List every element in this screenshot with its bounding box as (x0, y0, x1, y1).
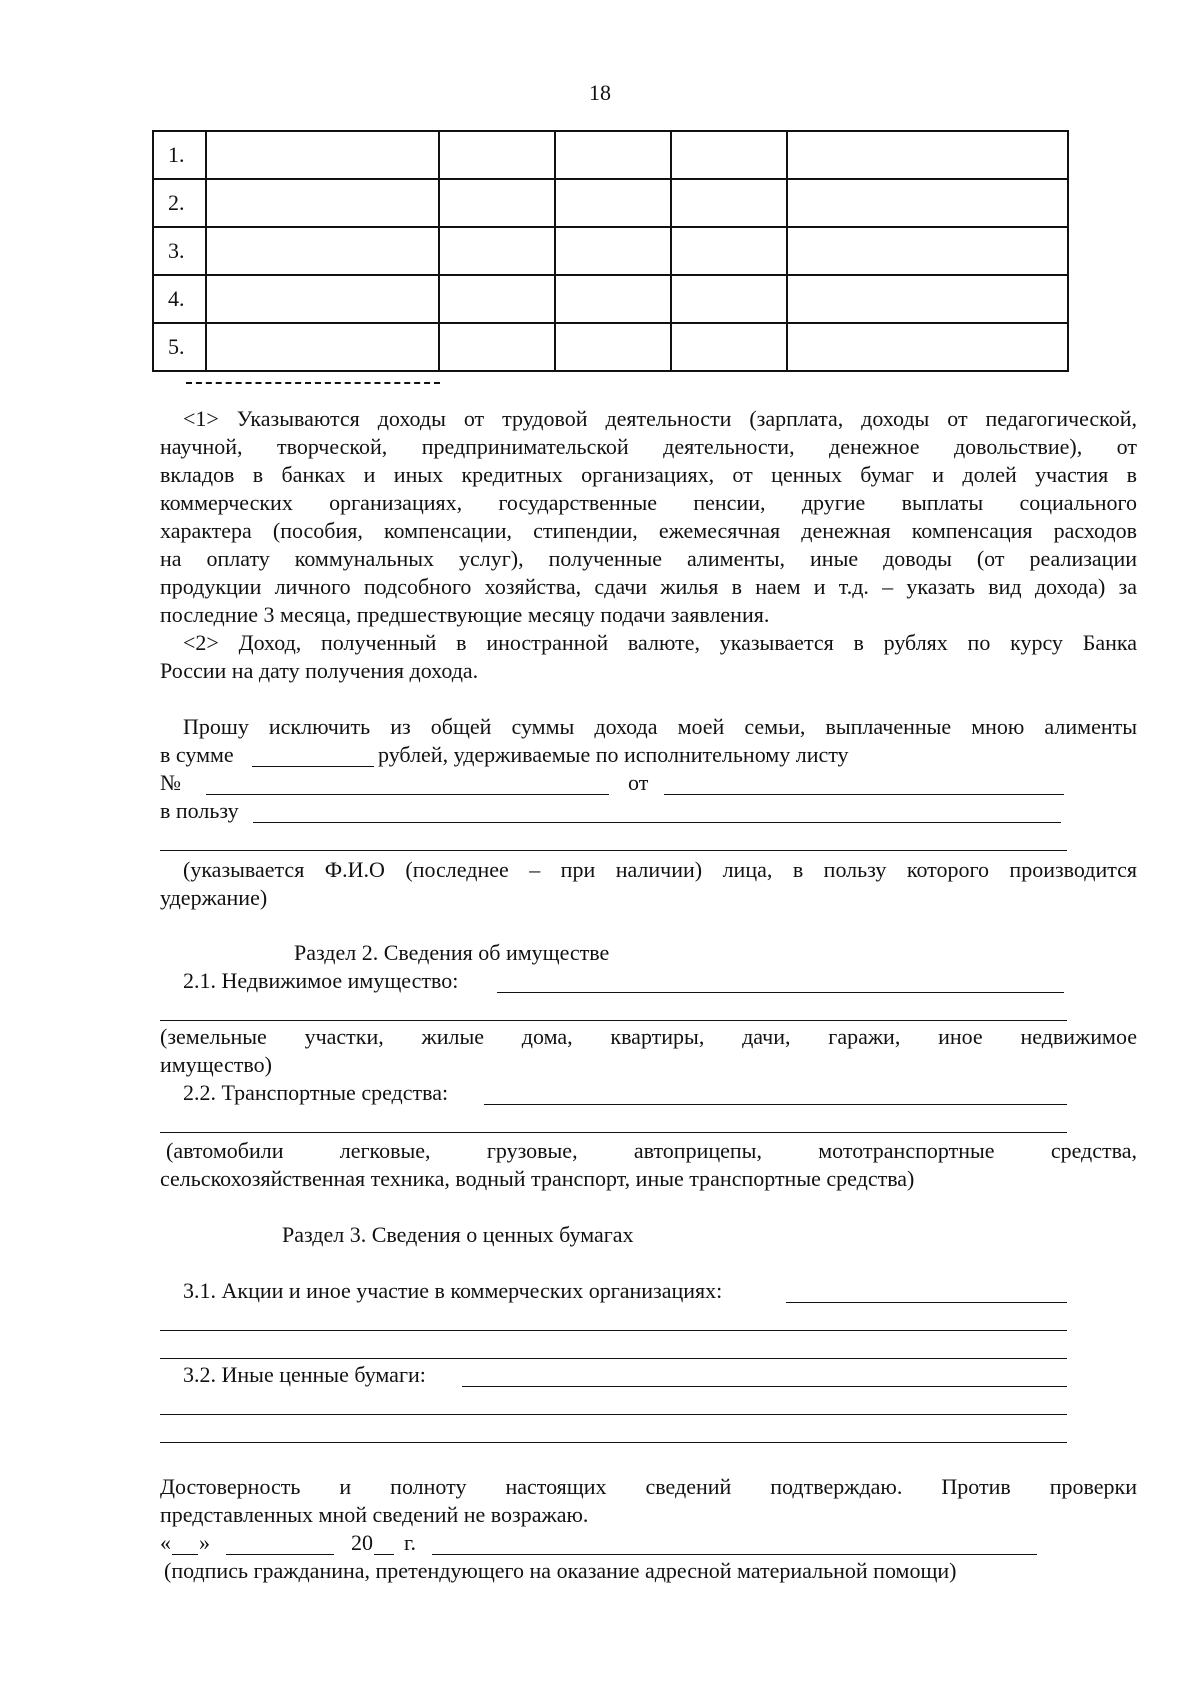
footnote-1-line: продукции личного подсобного хозяйства, сдачи жилья в наем и т.д. – указать вид дохода) за (160, 574, 1137, 599)
income-table (152, 130, 1069, 372)
table-cell[interactable] (206, 227, 439, 275)
table-cell[interactable] (206, 275, 439, 323)
footnote-1-line: <1> Указываются доходы от трудовой деятельности (зарплата, доходы от педагогической, (183, 406, 1137, 431)
table-row (153, 179, 1068, 227)
vehicles-label: 2.2. Транспортные средства: (183, 1080, 449, 1105)
table-cell[interactable] (671, 131, 787, 179)
writ-date-label: от (628, 770, 649, 795)
table-cell[interactable] (439, 275, 555, 323)
vehicles-hint: (автомобили легковые, грузовые, автоприцепы, мототранспортные средства, (166, 1138, 1137, 1163)
shares-field-continued[interactable] (160, 1358, 1067, 1359)
shares-field-continued[interactable] (160, 1330, 1067, 1331)
realty-field-continued[interactable] (160, 1020, 1067, 1021)
table-cell[interactable] (787, 179, 1068, 227)
alimony-rubles-label: рублей, удерживаемые по исполнительному листу (378, 742, 849, 767)
table-cell[interactable] (555, 323, 671, 371)
table-cell[interactable] (439, 131, 555, 179)
other-securities-field-continued[interactable] (160, 1442, 1067, 1443)
writ-date-field[interactable] (664, 794, 1064, 795)
year-suffix: г. (404, 1530, 417, 1555)
recipient-hint: удержание) (160, 885, 268, 910)
alimony-sum-field[interactable] (252, 766, 374, 767)
writ-number-label: № (160, 770, 181, 795)
table-cell[interactable] (555, 179, 671, 227)
row-number: 4. (153, 275, 206, 323)
row-number: 1. (153, 131, 206, 179)
footnote-separator (186, 382, 440, 384)
realty-hint: имущество) (160, 1052, 272, 1077)
table-row (153, 275, 1068, 323)
realty-label: 2.1. Недвижимое имущество: (183, 968, 459, 993)
table-row (153, 131, 1068, 179)
date-day-field[interactable] (172, 1554, 198, 1555)
footnote-1-line: коммерческих организациях, государственные пенсии, другие выплаты социального (160, 490, 1137, 515)
table-cell[interactable] (671, 179, 787, 227)
row-number: 3. (153, 227, 206, 275)
other-securities-label: 3.2. Иные ценные бумаги: (183, 1362, 426, 1387)
section-2-title: Раздел 2. Сведения об имуществе (294, 940, 610, 965)
table-cell[interactable] (555, 131, 671, 179)
footnote-2-line: России на дату получения дохода. (160, 658, 479, 683)
in-favor-field-continued[interactable] (160, 850, 1067, 851)
signature-hint: (подпись гражданина, претендующего на оказание адресной материальной помощи) (164, 1558, 957, 1583)
recipient-hint: (указывается Ф.И.О (последнее – при наличии) лица, в пользу которого производится (183, 857, 1137, 882)
confirmation-text: Достоверность и полноту настоящих сведений подтверждаю. Против проверки (160, 1474, 1137, 1499)
table-cell[interactable] (787, 227, 1068, 275)
footnote-1-line: на оплату коммунальных услуг), полученные алименты, иные доводы (от реализации (160, 546, 1137, 571)
table-cell[interactable] (555, 227, 671, 275)
alimony-request: Прошу исключить из общей суммы дохода моей семьи, выплаченные мною алименты (183, 714, 1137, 739)
section-3-title: Раздел 3. Сведения о ценных бумагах (282, 1222, 634, 1247)
date-month-field[interactable] (226, 1554, 334, 1555)
year-prefix: 20 (351, 1530, 373, 1555)
footnote-1-line: последние 3 месяца, предшествующие месяцу подачи заявления. (160, 602, 770, 627)
footnote-1-line: вкладов в банках и иных кредитных организациях, от ценных бумаг и долей участия в (160, 462, 1137, 487)
table-cell[interactable] (671, 323, 787, 371)
row-number: 5. (153, 323, 206, 371)
date-open-quote: « (160, 1530, 171, 1555)
vehicles-field[interactable] (484, 1104, 1067, 1105)
table-cell[interactable] (206, 131, 439, 179)
vehicles-hint: сельскохозяйственная техника, водный транспорт, иные транспортные средства) (160, 1166, 915, 1191)
other-securities-field[interactable] (462, 1386, 1067, 1387)
vehicles-field-continued[interactable] (160, 1132, 1067, 1133)
row-number: 2. (153, 179, 206, 227)
table-cell[interactable] (787, 131, 1068, 179)
in-favor-field[interactable] (253, 822, 1061, 823)
table-cell[interactable] (671, 227, 787, 275)
footnote-1-line: научной, творческой, предпринимательской деятельности, денежное довольствие), от (160, 434, 1137, 459)
table-cell[interactable] (555, 275, 671, 323)
footnote-1-line: характера (пособия, компенсации, стипендии, ежемесячная денежная компенсация расходов (160, 518, 1137, 543)
table-cell[interactable] (206, 323, 439, 371)
signature-field[interactable] (432, 1554, 1037, 1555)
table-cell[interactable] (787, 323, 1068, 371)
in-favor-label: в пользу (160, 798, 239, 823)
writ-number-field[interactable] (206, 794, 609, 795)
date-close-quote: » (199, 1530, 210, 1555)
footnote-2-line: <2> Доход, полученный в иностранной валюте, указывается в рублях по курсу Банка (183, 630, 1137, 655)
page-number: 18 (589, 80, 611, 105)
alimony-sum-label: в сумме (160, 742, 234, 767)
table-cell[interactable] (671, 275, 787, 323)
table-row (153, 227, 1068, 275)
table-cell[interactable] (439, 323, 555, 371)
table-row (153, 323, 1068, 371)
table-cell[interactable] (439, 179, 555, 227)
realty-field[interactable] (497, 992, 1064, 993)
shares-label: 3.1. Акции и иное участие в коммерческих организациях: (183, 1278, 723, 1303)
confirmation-text: представленных мной сведений не возражаю. (160, 1502, 589, 1527)
shares-field[interactable] (786, 1302, 1067, 1303)
other-securities-field-continued[interactable] (160, 1414, 1067, 1415)
table-cell[interactable] (787, 275, 1068, 323)
date-year-field[interactable] (374, 1554, 394, 1555)
table-cell[interactable] (206, 179, 439, 227)
table-cell[interactable] (439, 227, 555, 275)
realty-hint: (земельные участки, жилые дома, квартиры, дачи, гаражи, иное недвижимое (160, 1024, 1137, 1049)
